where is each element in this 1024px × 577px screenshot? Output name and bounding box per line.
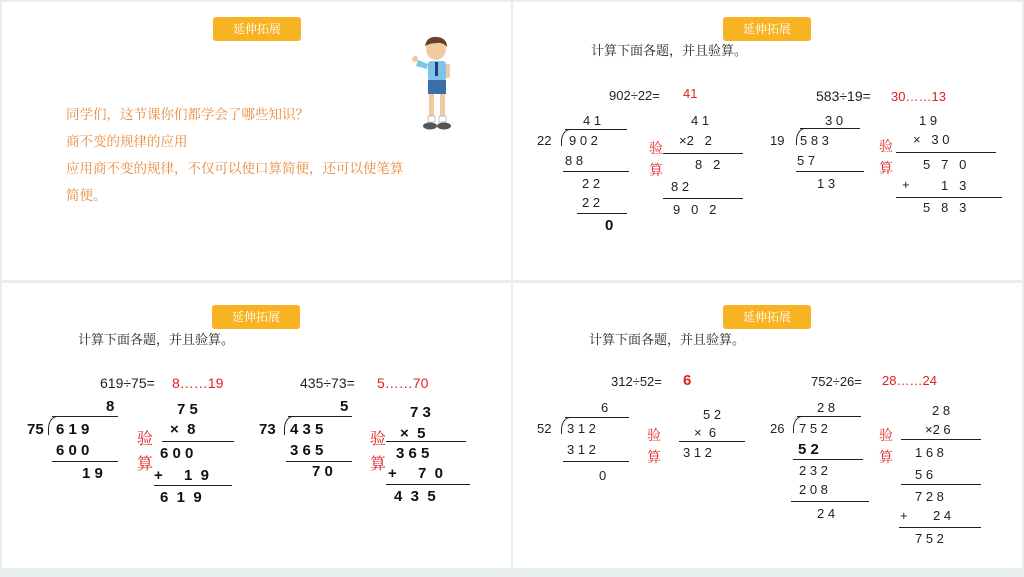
question-2: 583÷19=	[816, 88, 871, 104]
rule	[899, 527, 981, 528]
subtrahend: 3 1 2	[567, 442, 596, 457]
extension-badge: 延伸拓展	[723, 17, 811, 41]
quotient: 8	[106, 398, 115, 415]
verify-line: 5 6	[915, 467, 934, 482]
verify-line: 8 2	[671, 179, 690, 194]
plus-sign: +	[388, 465, 397, 482]
verify-line: 2 8	[932, 403, 951, 418]
remainder: 1 9	[82, 465, 103, 482]
verify-line: 1 6 8	[915, 445, 944, 460]
check-label: 验	[649, 141, 663, 157]
question-2: 435÷73=	[300, 375, 355, 391]
rule	[796, 171, 864, 172]
rule	[52, 461, 118, 462]
rule	[577, 213, 627, 214]
rule	[563, 171, 629, 172]
verify-line: 6 0 0	[160, 445, 194, 462]
rule	[896, 152, 996, 153]
rule	[386, 484, 470, 485]
verify-line: 3 6 5	[396, 445, 430, 462]
rule	[901, 439, 981, 440]
division-bar	[52, 416, 118, 417]
answer-2: 5……70	[377, 375, 429, 391]
subtrahend: 3 6 5	[290, 442, 324, 459]
verify-line: 7 3	[410, 404, 431, 421]
plus-sign: +	[900, 508, 908, 523]
verify-line: 4 3 5	[394, 488, 436, 505]
instruction-text: 计算下面各题，并且验算。	[78, 333, 235, 348]
rule	[286, 461, 352, 462]
quotient: 5	[340, 398, 349, 415]
rule	[386, 441, 466, 442]
verify-line: ×2 2	[679, 133, 712, 148]
verify-line: 6 1 9	[160, 489, 202, 506]
answer-1: 41	[683, 86, 698, 101]
division-bar	[288, 416, 352, 417]
dividend: 3 1 2	[567, 421, 596, 436]
remainder: 0	[599, 468, 607, 483]
verify-line: 5 2	[703, 407, 722, 422]
quotient: 3 0	[825, 113, 844, 128]
answer-1: 8……19	[172, 375, 224, 391]
dividend: 9 0 2	[569, 133, 598, 148]
verify-line: × 8	[170, 421, 196, 438]
question-1: 312÷52=	[611, 374, 662, 389]
verify-line: 7 0	[418, 465, 444, 482]
check-label: 算	[137, 454, 154, 473]
dividend: 4 3 5	[290, 421, 324, 438]
question-2: 752÷26=	[811, 374, 862, 389]
check-label: 验	[879, 139, 893, 155]
check-label: 算	[879, 161, 893, 177]
subtrahend: 5 7	[797, 153, 816, 168]
verify-line: 9 0 2	[673, 202, 717, 217]
answer-1: 6	[683, 372, 692, 389]
division-bar	[565, 417, 629, 418]
verify-line: 3 1 2	[683, 445, 712, 460]
verify-line: 5 8 3	[923, 200, 967, 215]
extension-badge: 延伸拓展	[723, 305, 811, 329]
divisor: 22	[537, 133, 552, 148]
check-label: 算	[649, 163, 663, 179]
panel-exercise-3	[513, 283, 1022, 568]
check-label: 验	[370, 429, 387, 448]
rule	[793, 459, 863, 460]
rule	[901, 484, 981, 485]
question-1: 902÷22=	[609, 88, 660, 103]
answer-2: 28……24	[882, 373, 937, 388]
division-bar	[565, 129, 627, 130]
divisor: 73	[259, 421, 276, 438]
rule	[154, 485, 232, 486]
divisor: 26	[770, 421, 785, 436]
verify-line: ×2 6	[925, 422, 951, 437]
boy-illustration	[410, 36, 460, 136]
instruction-text: 计算下面各题，并且验算。	[589, 333, 746, 348]
verify-line: 1 3	[941, 178, 967, 193]
verify-line: × 6	[694, 425, 717, 440]
verify-line: × 3 0	[913, 132, 950, 147]
summary-line-2: 商不变的规律的应用	[66, 134, 188, 150]
remainder: 0	[605, 217, 614, 234]
summary-line-1: 同学们，这节课你们都学会了哪些知识？	[66, 107, 309, 123]
answer-2: 30……13	[891, 89, 946, 104]
instruction-text: 计算下面各题，并且验算。	[591, 44, 748, 59]
question-1: 619÷75=	[100, 375, 155, 391]
extension-badge: 延伸拓展	[212, 305, 300, 329]
check-label: 算	[647, 450, 661, 466]
remainder: 1 3	[817, 176, 836, 191]
rule	[896, 197, 1002, 198]
dividend: 6 1 9	[56, 421, 90, 438]
subtrahend: 2 0 8	[799, 482, 828, 497]
rule	[663, 153, 743, 154]
divisor: 75	[27, 421, 44, 438]
check-label: 算	[370, 454, 387, 473]
rule	[679, 441, 745, 442]
panel-exercise-1	[513, 2, 1022, 280]
check-label: 验	[647, 428, 661, 444]
panel-exercise-2	[2, 283, 511, 568]
subtrahend: 6 0 0	[56, 442, 90, 459]
extension-badge: 延伸拓展	[213, 17, 301, 41]
dividend: 5 8 3	[800, 133, 829, 148]
verify-line: 2 4	[933, 508, 952, 523]
verify-line: 7 5 2	[915, 531, 944, 546]
dividend: 7 5 2	[799, 421, 828, 436]
verify-line: 7 5	[177, 401, 198, 418]
divisor: 19	[770, 133, 785, 148]
summary-line-3: 应用商不变的规律，不仅可以使口算简便，还可以使笔算	[66, 161, 404, 177]
verify-line: × 5	[400, 425, 426, 442]
verify-line: 1 9	[919, 113, 938, 128]
rule	[791, 501, 869, 502]
quotient: 6	[601, 400, 609, 415]
subtrahend: 5 2	[798, 441, 819, 458]
verify-line: 4 1	[691, 113, 710, 128]
verify-line: 5 7 0	[923, 157, 967, 172]
subtrahend: 8 8	[565, 153, 584, 168]
rule	[162, 441, 234, 442]
division-bar	[800, 128, 860, 129]
remainder: 7 0	[312, 463, 333, 480]
plus-sign: +	[154, 467, 163, 484]
subtrahend: 2 2	[582, 195, 601, 210]
verify-line: 1 9	[184, 467, 210, 484]
quotient: 2 8	[817, 400, 836, 415]
check-label: 算	[879, 450, 893, 466]
check-label: 验	[137, 429, 154, 448]
quotient: 4 1	[583, 113, 602, 128]
check-label: 验	[879, 428, 893, 444]
partial-remainder: 2 2	[582, 176, 601, 191]
remainder: 2 4	[817, 506, 836, 521]
verify-line: 7 2 8	[915, 489, 944, 504]
divisor: 52	[537, 421, 552, 436]
panel-summary	[2, 2, 511, 280]
rule	[563, 461, 629, 462]
verify-line: 8 2	[695, 157, 721, 172]
summary-line-4: 简便。	[66, 188, 107, 204]
division-bar	[797, 416, 861, 417]
rule	[663, 198, 743, 199]
plus-sign: +	[902, 177, 910, 192]
partial-remainder: 2 3 2	[799, 463, 828, 478]
